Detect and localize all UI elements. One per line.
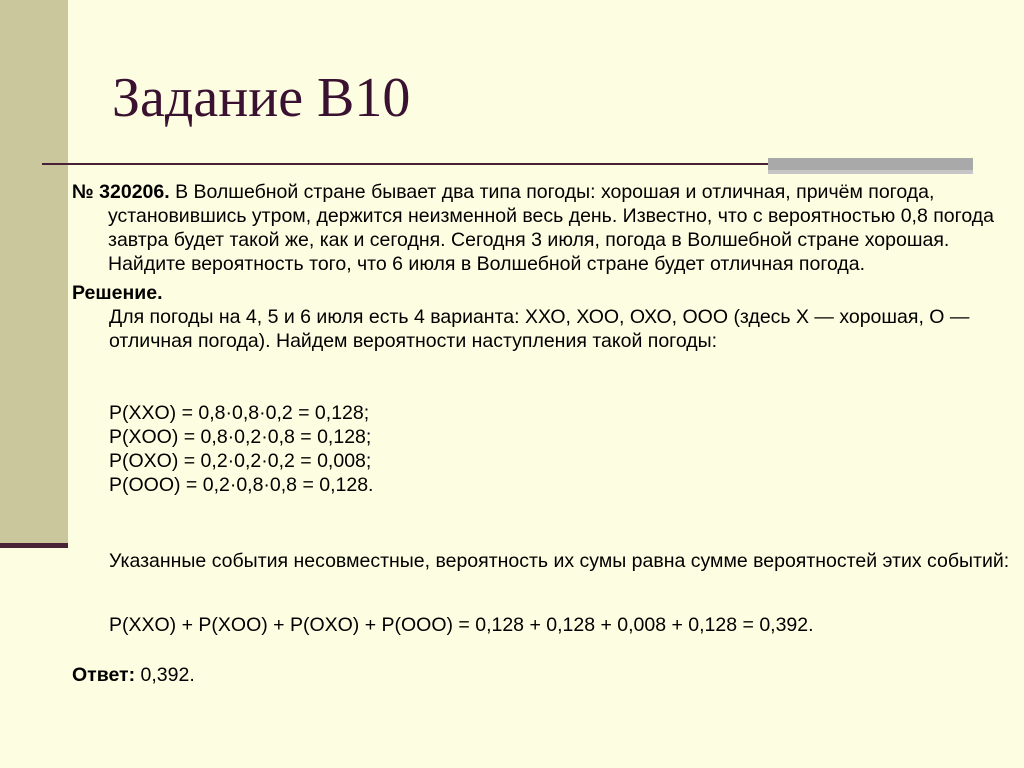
solution-block [72,305,1017,637]
slide-body [72,180,1017,687]
problem-text: В Волшебной стране бывает два типа погоды: хорошая и отличная, причём погода, установившись утром, держится неизменной весь день. Известно, что с вероятностью 0,8 погода завтра будет такой же, как и сегодня. Сегодня 3 июля, погода в Волшебной стране хорошая. Найдите вероятность того, что 6 июля в Волшебной стране будет отличная погода. [108,181,994,275]
formula-line: P(OOO) = 0,2·0,8·0,8 = 0,128. [109,474,374,496]
problem-number: № 320206. [72,181,170,203]
divider-accent-block [768,158,973,170]
formula-line: P(OXO) = 0,2·0,2·0,2 = 0,008; [109,450,372,472]
answer-value: 0,392. [140,664,195,686]
side-band [0,0,68,544]
divider-accent-line [768,170,973,174]
solution-heading: Решение. [72,282,163,304]
formula-list [109,401,1017,497]
answer-line [72,663,1017,687]
side-underline [0,543,68,548]
solution-intro: Для погоды на 4, 5 и 6 июля есть 4 варианта: ХХО, ХОО, ОХО, ООО (здесь Х — хорошая, О — отличная погода). Найдем вероятности наступления такой погоды: [109,306,970,352]
formula-line: P(XXO) = 0,8·0,8·0,2 = 0,128; [109,402,370,424]
formula-line: P(XOO) = 0,8·0,2·0,8 = 0,128; [109,426,372,448]
sum-formula: P(XXO) + P(XOO) + P(OXO) + P(OOO) = 0,128 + 0,128 + 0,008 + 0,128 = 0,392. [109,614,814,636]
solution-note: Указанные события несовместные, вероятность их сумы равна сумме вероятностей этих событий: [109,550,1010,572]
problem-statement [72,180,1017,276]
slide-title: Задание B10 [112,67,411,129]
answer-label: Ответ: [72,664,136,686]
